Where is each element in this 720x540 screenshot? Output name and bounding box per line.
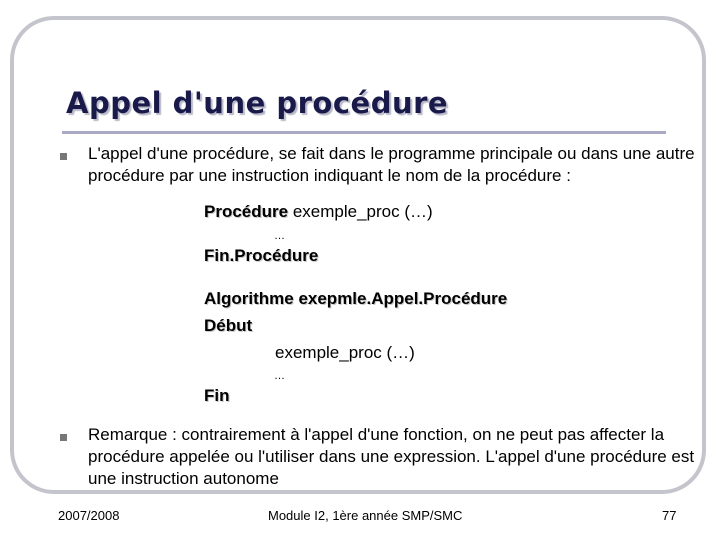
- footer-page-number: 77: [662, 508, 677, 523]
- bullet-square-icon: [60, 434, 67, 441]
- footer-course: Module I2, 1ère année SMP/SMC: [268, 508, 463, 523]
- code-ellipsis-2: …: [274, 370, 285, 382]
- code-algorithme-line: Algorithme exepmle.Appel.Procédure: [204, 289, 508, 308]
- code-ellipsis-1: …: [274, 230, 285, 242]
- slide-title: Appel d'une procédure: [66, 86, 449, 120]
- bullet-text-1: L'appel d'une procédure, se fait dans le programme principale ou dans une autre procédure par une instruction indiquant le nom de la procédure :: [88, 144, 695, 185]
- bullet-text-2: Remarque : contrairement à l'appel d'une fonction, on ne peut pas affecter la procédure appelée ou l'utiliser dans une expression. L'appel d'une procédure est une instruction autonome: [88, 425, 695, 488]
- bullet-square-icon: [60, 153, 67, 160]
- code-procedure-call: exemple_proc (…): [288, 202, 433, 221]
- code-debut: Début: [204, 316, 253, 335]
- title-underline: [62, 131, 666, 134]
- code-keyword-procedure: Procédure: [204, 202, 289, 221]
- code-procedure-line: [204, 202, 433, 222]
- code-end-procedure: Fin.Procédure: [204, 246, 319, 265]
- code-fin: Fin: [204, 386, 230, 405]
- footer-date: 2007/2008: [58, 508, 120, 523]
- code-call-line: exemple_proc (…): [275, 343, 415, 362]
